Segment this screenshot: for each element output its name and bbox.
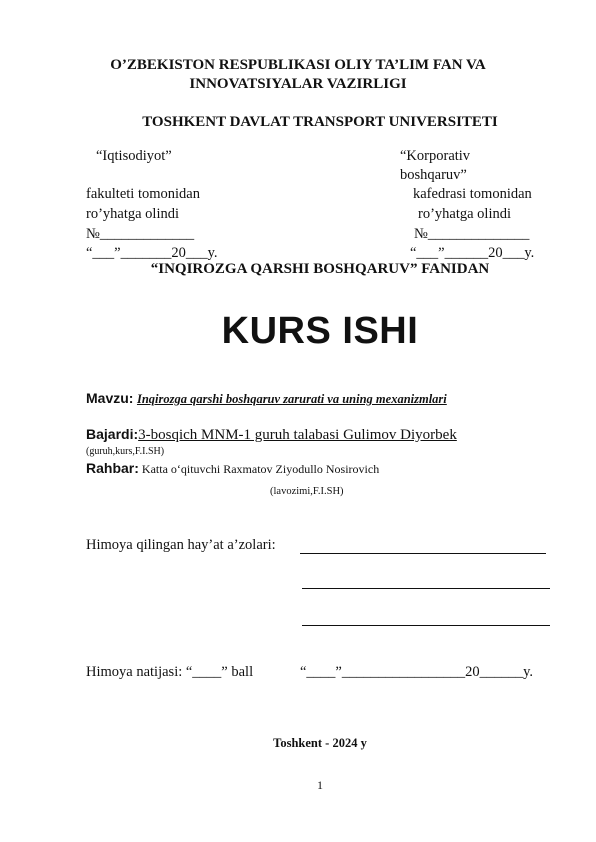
- author-value: 3-bosqich MNM-1 guruh talabasi Gulimov Diyorbek: [138, 427, 457, 443]
- supervisor-value: Katta o‘qituvchi Raxmatov Ziyodullo Nosirovich: [138, 462, 380, 476]
- committee-label: Himoya qilingan hay’at a’zolari:: [86, 537, 276, 553]
- right-block-line-2: ro’yhatga olindi: [418, 206, 512, 222]
- left-block-date: “___”_______20___y.: [86, 245, 218, 261]
- university-name: TOSHKENT DAVLAT TRANSPORT UNIVERSITETI: [142, 114, 498, 130]
- topic-row: [86, 390, 447, 408]
- right-block-date: “___”______20___y.: [410, 245, 535, 261]
- topic-label: Mavzu:: [86, 390, 134, 406]
- right-block-number: №______________: [414, 226, 530, 242]
- left-block-line-1: fakulteti tomonidan: [86, 186, 200, 202]
- committee-line-1: [300, 553, 546, 554]
- committee-line-3: [302, 625, 550, 626]
- author-row: [86, 426, 457, 444]
- left-block-number: №_____________: [86, 226, 195, 242]
- committee-line-2: [302, 588, 550, 589]
- city-year: Toshkent - 2024 y: [273, 736, 367, 750]
- supervisor-row: [86, 460, 379, 477]
- supervisor-label: Rahbar:: [86, 460, 139, 476]
- subject-title: “INQIROZGA QARSHI BOSHQARUV” FANIDAN: [150, 261, 490, 277]
- defense-result: Himoya natijasi: “____” ball: [86, 664, 254, 680]
- right-block-line-1: kafedrasi tomonidan: [413, 186, 532, 202]
- supervisor-hint: (lavozimi,F.I.SH): [270, 486, 344, 497]
- author-hint: (guruh,kurs,F.I.SH): [86, 446, 165, 457]
- page-number: 1: [317, 778, 323, 792]
- document-type-title: KURS ISHI: [221, 310, 419, 352]
- ministry-line-2: INNOVATSIYALAR VAZIRLIGI: [189, 76, 407, 92]
- left-block-line-2: ro’yhatga olindi: [86, 206, 180, 222]
- ministry-line-1: O’ZBEKISTON RESPUBLIKASI OLIY TA’LIM FAN VA: [110, 57, 486, 73]
- author-label: Bajardi:: [86, 426, 139, 442]
- ministry-header: [0, 56, 596, 94]
- right-block-name: “Korporativ boshqaruv”: [400, 148, 471, 183]
- topic-value: Inqirozga qarshi boshqaruv zarurati va uning mexanizmlari: [136, 392, 447, 406]
- left-block-name: “Iqtisodiyot”: [96, 148, 172, 164]
- defense-date: “____”_________________20______y.: [300, 664, 534, 680]
